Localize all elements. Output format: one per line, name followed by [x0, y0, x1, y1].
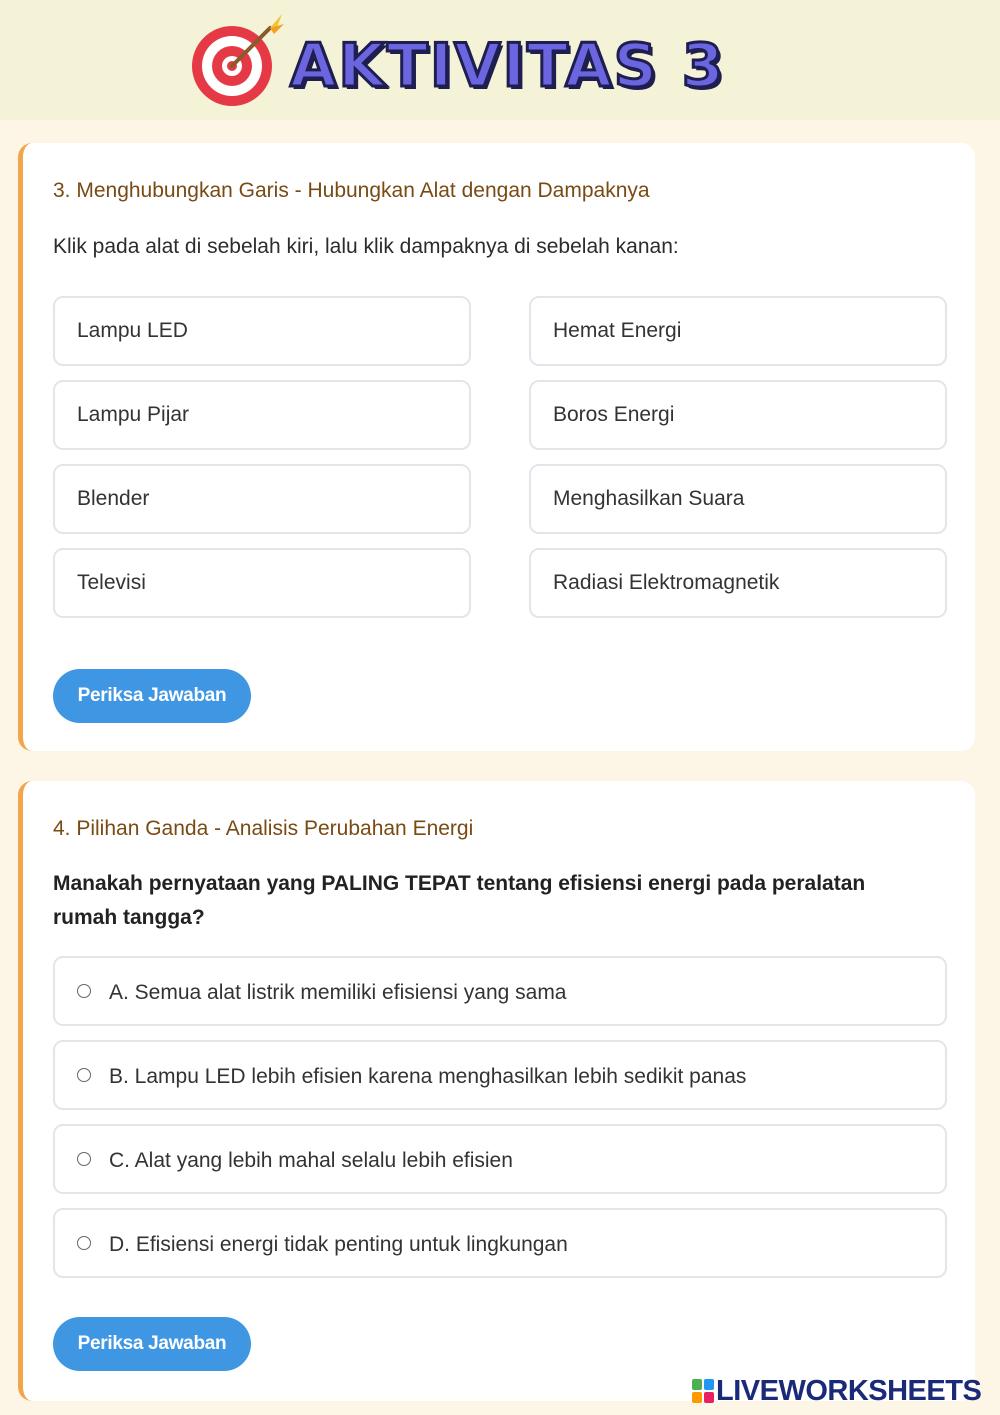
page-title: AKTIVITAS 3: [290, 31, 726, 101]
match-right-item[interactable]: Menghasilkan Suara: [529, 464, 947, 534]
option-label: B. Lampu LED lebih efisien karena menghasilkan lebih sedikit panas: [109, 1065, 747, 1088]
check-answer-button[interactable]: Periksa Jawaban: [53, 669, 251, 723]
header-banner: [0, 0, 1000, 120]
answer-option-a[interactable]: [53, 956, 947, 1026]
radio-button[interactable]: [77, 1236, 91, 1250]
multiple-choice-card: [18, 781, 975, 1401]
match-left-item[interactable]: Lampu LED: [53, 296, 471, 366]
match-right-item[interactable]: Radiasi Elektromagnetik: [529, 548, 947, 618]
multiple-choice-title: 4. Pilihan Ganda - Analisis Perubahan Energi: [53, 817, 474, 840]
radio-button[interactable]: [77, 1068, 91, 1082]
match-right-item[interactable]: Boros Energi: [529, 380, 947, 450]
matching-instruction: Klik pada alat di sebelah kiri, lalu klik dampaknya di sebelah kanan:: [53, 235, 679, 258]
dart-target-icon: [186, 10, 286, 110]
option-label: A. Semua alat listrik memiliki efisiensi yang sama: [109, 981, 567, 1004]
radio-button[interactable]: [77, 1152, 91, 1166]
question-text: Manakah pernyataan yang PALING TEPAT tentang efisiensi energi pada peralatan rumah tangga?: [53, 872, 866, 929]
match-left-item[interactable]: Blender: [53, 464, 471, 534]
match-left-item[interactable]: Televisi: [53, 548, 471, 618]
answer-option-d[interactable]: [53, 1208, 947, 1278]
radio-button[interactable]: [77, 984, 91, 998]
liveworksheets-logo-icon: [692, 1379, 714, 1403]
match-right-item[interactable]: Hemat Energi: [529, 296, 947, 366]
option-label: D. Efisiensi energi tidak penting untuk lingkungan: [109, 1233, 568, 1256]
brand-text: LIVEWORKSHEETS: [716, 1375, 982, 1407]
matching-card: [18, 143, 975, 751]
check-answer-button[interactable]: Periksa Jawaban: [53, 1317, 251, 1371]
matching-title: 3. Menghubungkan Garis - Hubungkan Alat dengan Dampaknya: [53, 179, 650, 202]
match-left-item[interactable]: Lampu Pijar: [53, 380, 471, 450]
option-label: C. Alat yang lebih mahal selalu lebih efisien: [109, 1149, 513, 1172]
answer-option-b[interactable]: [53, 1040, 947, 1110]
answer-option-c[interactable]: [53, 1124, 947, 1194]
